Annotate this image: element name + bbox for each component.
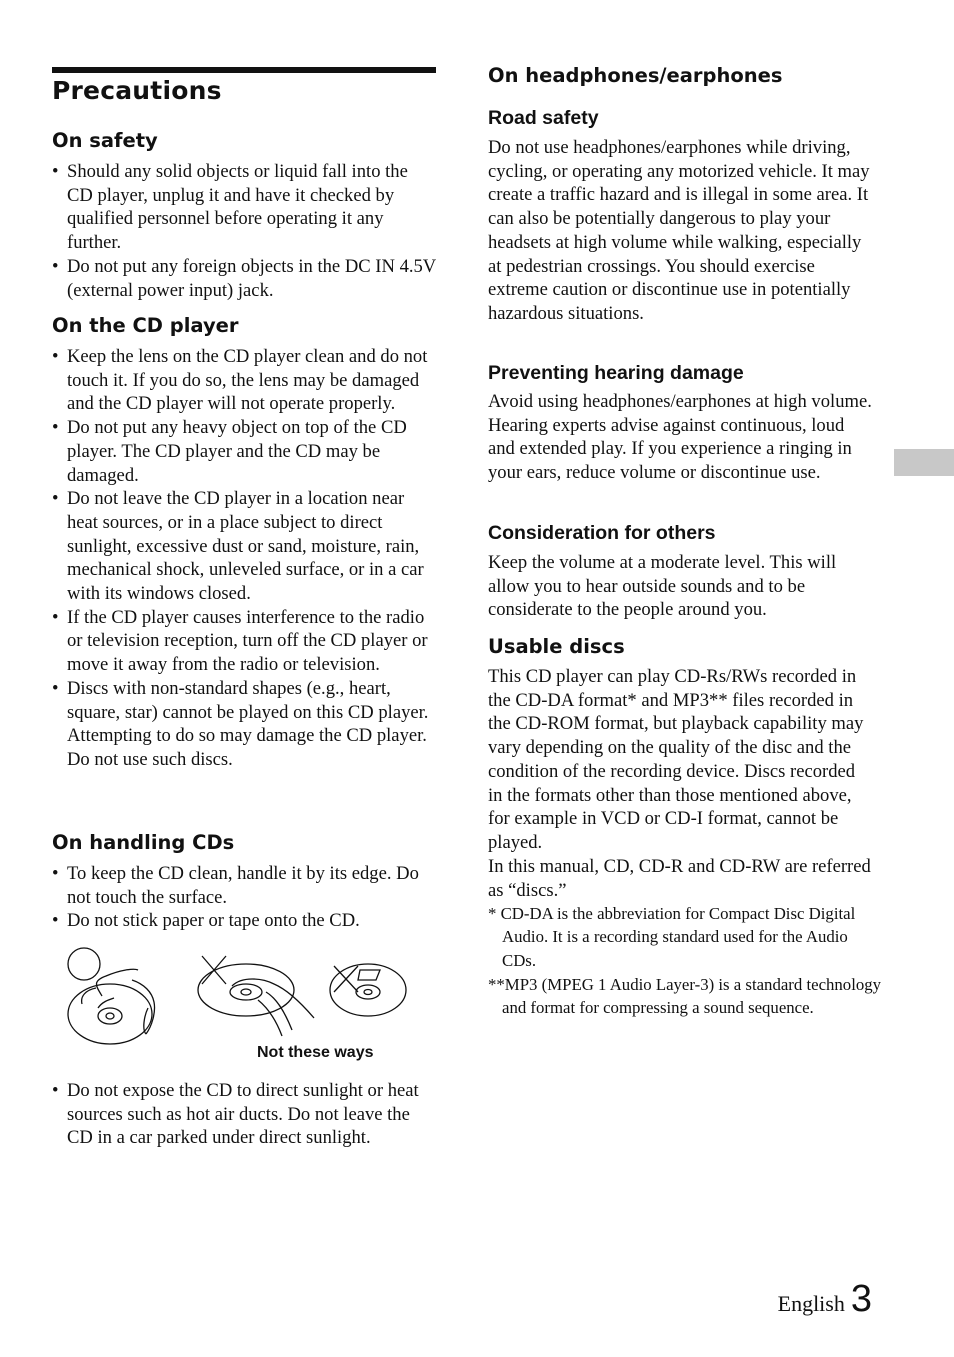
safety-list [52,160,436,302]
footnote-mp3: **MP3 (MPEG 1 Audio Layer-3) is a standard technology and format for compressing a sound sequence. [488,975,882,1018]
heading-usable-discs: Usable discs [488,635,625,658]
cd-handling-illustration [62,946,412,1046]
disc-held-by-edge-icon [68,969,155,1044]
discs-text: This CD player can play CD-Rs/RWs recorded in the CD-DA format* and MP3** files recorded in the CD-ROM format, but playback capability may vary depending on the quality of the disc and the condition of the recording device. Discs recorded in the formats other than those mentioned above, for example in VCD or CD-I format, cannot be played. [488,666,864,853]
disc-touched-surface-icon [198,964,314,1036]
x-mark-icon [334,966,358,992]
heading-preventing-hearing-damage: Preventing hearing damage [488,362,744,384]
hearing-text: Avoid using headphones/earphones at high volume. Hearing experts advise against continuous, loud and extended play. If you experience a ringing in your ears, reduce volume or discontinue use. [488,391,872,484]
illustration-caption: Not these ways [257,1044,374,1061]
footer-language: English [777,1291,845,1316]
list-item: • If the CD player causes interference to the radio or television reception, turn off the CD player or move it away from the radio or television. [52,606,436,677]
heading-on-safety: On safety [52,129,158,152]
list-item: • Do not leave the CD player in a location near heat sources, or in a place subject to direct sunlight, excessive dust or sand, moisture, rain, mechanical shock, unleveled surface, or in a car with its windows closed. [52,487,436,606]
list-item: • Keep the lens on the CD player clean and do not touch it. If you do so, the lens may be damaged and the CD player will not operate properly. [52,345,436,416]
cd-player-list [52,345,436,772]
list-item: • Do not expose the CD to direct sunlight or heat sources such as hot air ducts. Do not leave the CD in a car parked under direct sunlight. [52,1079,436,1150]
title-rule [52,67,436,73]
page-number: 3 [850,1278,872,1320]
heading-road-safety: Road safety [488,107,599,129]
handling-list [52,862,436,933]
disc-with-tape-icon [330,964,406,1016]
page-footer [778,1278,872,1321]
heading-consideration-for-others: Consideration for others [488,522,716,544]
heading-on-cd-player: On the CD player [52,314,239,337]
list-item: • Discs with non-standard shapes (e.g., heart, square, star) cannot be played on this CD player. Attempting to do so may damage the CD player. Do not use such discs. [52,677,436,772]
list-item: • Do not put any heavy object on top of the CD player. The CD player and the CD may be damaged. [52,416,436,487]
page-title: Precautions [52,76,222,105]
section-thumb-tab [894,449,954,476]
list-item: • Should any solid objects or liquid fall into the CD player, unplug it and have it checked by qualified personnel before operating it any further. [52,160,436,255]
list-item: • To keep the CD clean, handle it by its edge. Do not touch the surface. [52,862,436,909]
footnote-cd-da: * CD-DA is the abbreviation for Compact Disc Digital Audio. It is a recording standard used for the Audio CDs. [488,904,856,970]
discs-text-2: In this manual, CD, CD-R and CD-RW are referred as “discs.” [488,856,871,901]
list-item: • Do not stick paper or tape onto the CD. [52,909,436,933]
handling-list-continued [52,1079,436,1150]
road-safety-text: Do not use headphones/earphones while driving, cycling, or operating any motorized vehicle. It may create a traffic hazard and is illegal in some area. It can also be potentially dangerous to play your headsets at high volume while walking, especially at pedestrian crossings. You should exercise extreme caution or discontinue use in potentially hazardous situations. [488,137,870,324]
heading-on-handling-cds: On handling CDs [52,831,235,854]
heading-on-headphones: On headphones/earphones [488,64,783,87]
ok-circle-icon [68,948,100,980]
list-item: • Do not put any foreign objects in the DC IN 4.5V (external power input) jack. [52,255,436,302]
others-text: Keep the volume at a moderate level. This will allow you to hear outside sounds and to be considerate to the people around you. [488,552,837,621]
